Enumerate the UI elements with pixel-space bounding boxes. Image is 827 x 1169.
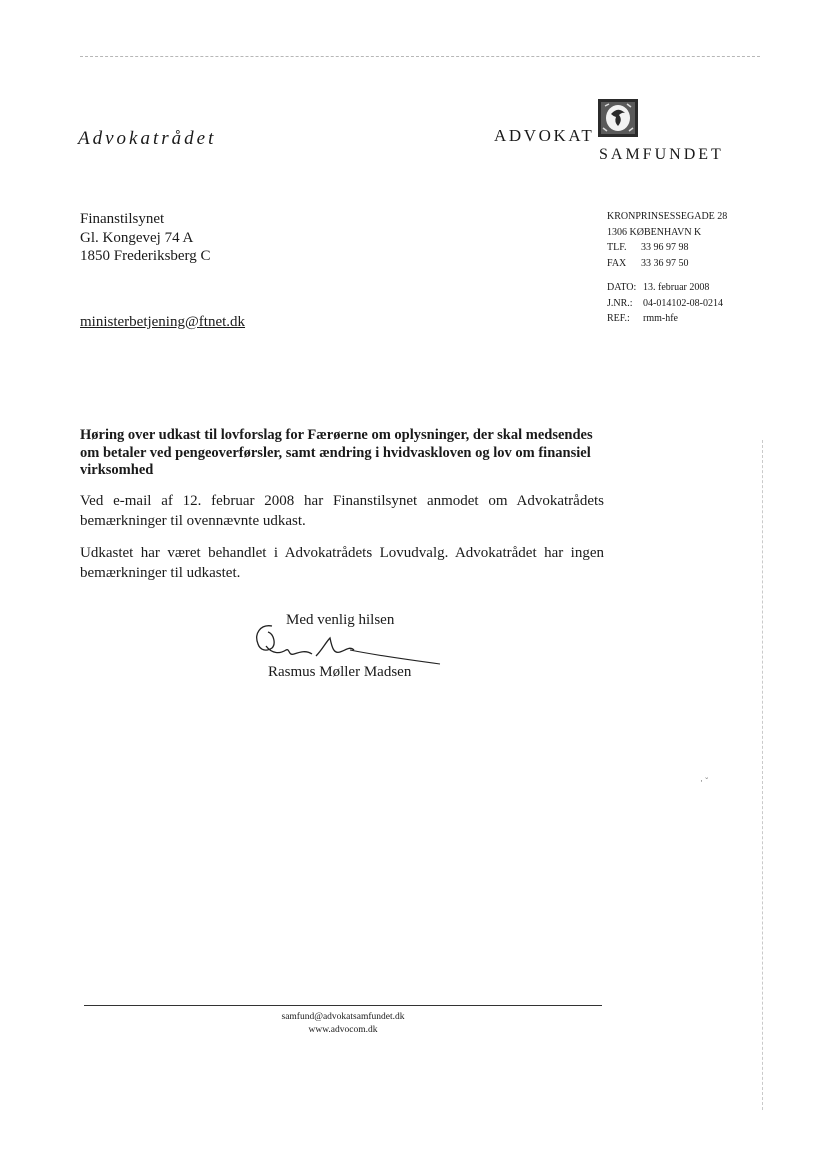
date-row [607,280,727,296]
jnr-value: 04-014102-08-0214 [643,297,723,309]
jnr-row [607,296,727,312]
org-title: Advokatrådet [78,128,217,149]
footer-email-link[interactable]: samfund@advokatsamfundet.dk [281,1012,405,1022]
fax-value: 33 36 97 50 [641,257,689,269]
footer [84,1011,602,1037]
date-label: DATO: [607,282,637,293]
recipient-line: Gl. Kongevej 74 A [80,229,194,246]
ref-value: rmm-hfe [643,313,678,324]
scan-artifact-edge [762,440,764,1110]
phone-value: 33 96 97 98 [641,242,689,253]
fax-label: FAX [607,257,627,269]
emblem-logo-icon [597,98,639,138]
sender-street: KRONPRINSESSEGADE 28 [607,211,728,222]
footer-divider [84,1005,602,1006]
body-paragraph: Ved e-mail af 12. februar 2008 har Finanstilsynet anmodet om Advokatrådets bemærkninger til ovennævnte udkast. [80,493,604,529]
scan-artifact-line [80,56,760,58]
ref-row [607,311,727,327]
ref-label: REF.: [607,313,630,324]
phone-row [607,240,727,256]
logo-text-advokat: ADVOKAT [494,126,595,145]
closing-salutation: Med venlig hilsen [286,612,395,628]
letter-subject: Høring over udkast til lovforslag for Færøerne om oplysninger, der skal medsendes om betaler ved pengeoverførsler, samt ændring i hvidvaskloven og lov om finansiel virksomhed [80,427,593,478]
recipient-email-link[interactable]: ministerbetjening@ftnet.dk [80,314,246,330]
date-value: 13. februar 2008 [643,282,710,293]
recipient-address [80,210,211,266]
body-paragraph: Udkastet har været behandlet i Advokatrådets Lovudvalg. Advokatrådet har ingen bemærkninger til udkastet. [80,545,604,581]
signer-name: Rasmus Møller Madsen [268,664,412,680]
footer-website-link[interactable]: www.advocom.dk [308,1025,378,1035]
scan-specks: · ˘ [700,776,709,786]
logo-text-samfundet: SAMFUNDET [599,146,724,163]
sender-city: 1306 KØBENHAVN K [607,226,702,238]
phone-label: TLF. [607,242,627,253]
recipient-line: 1850 Frederiksberg C [80,248,211,264]
jnr-label: J.NR.: [607,297,633,309]
fax-row [607,256,727,272]
recipient-line: Finanstilsynet [80,211,165,227]
sender-contact-block [607,209,727,327]
